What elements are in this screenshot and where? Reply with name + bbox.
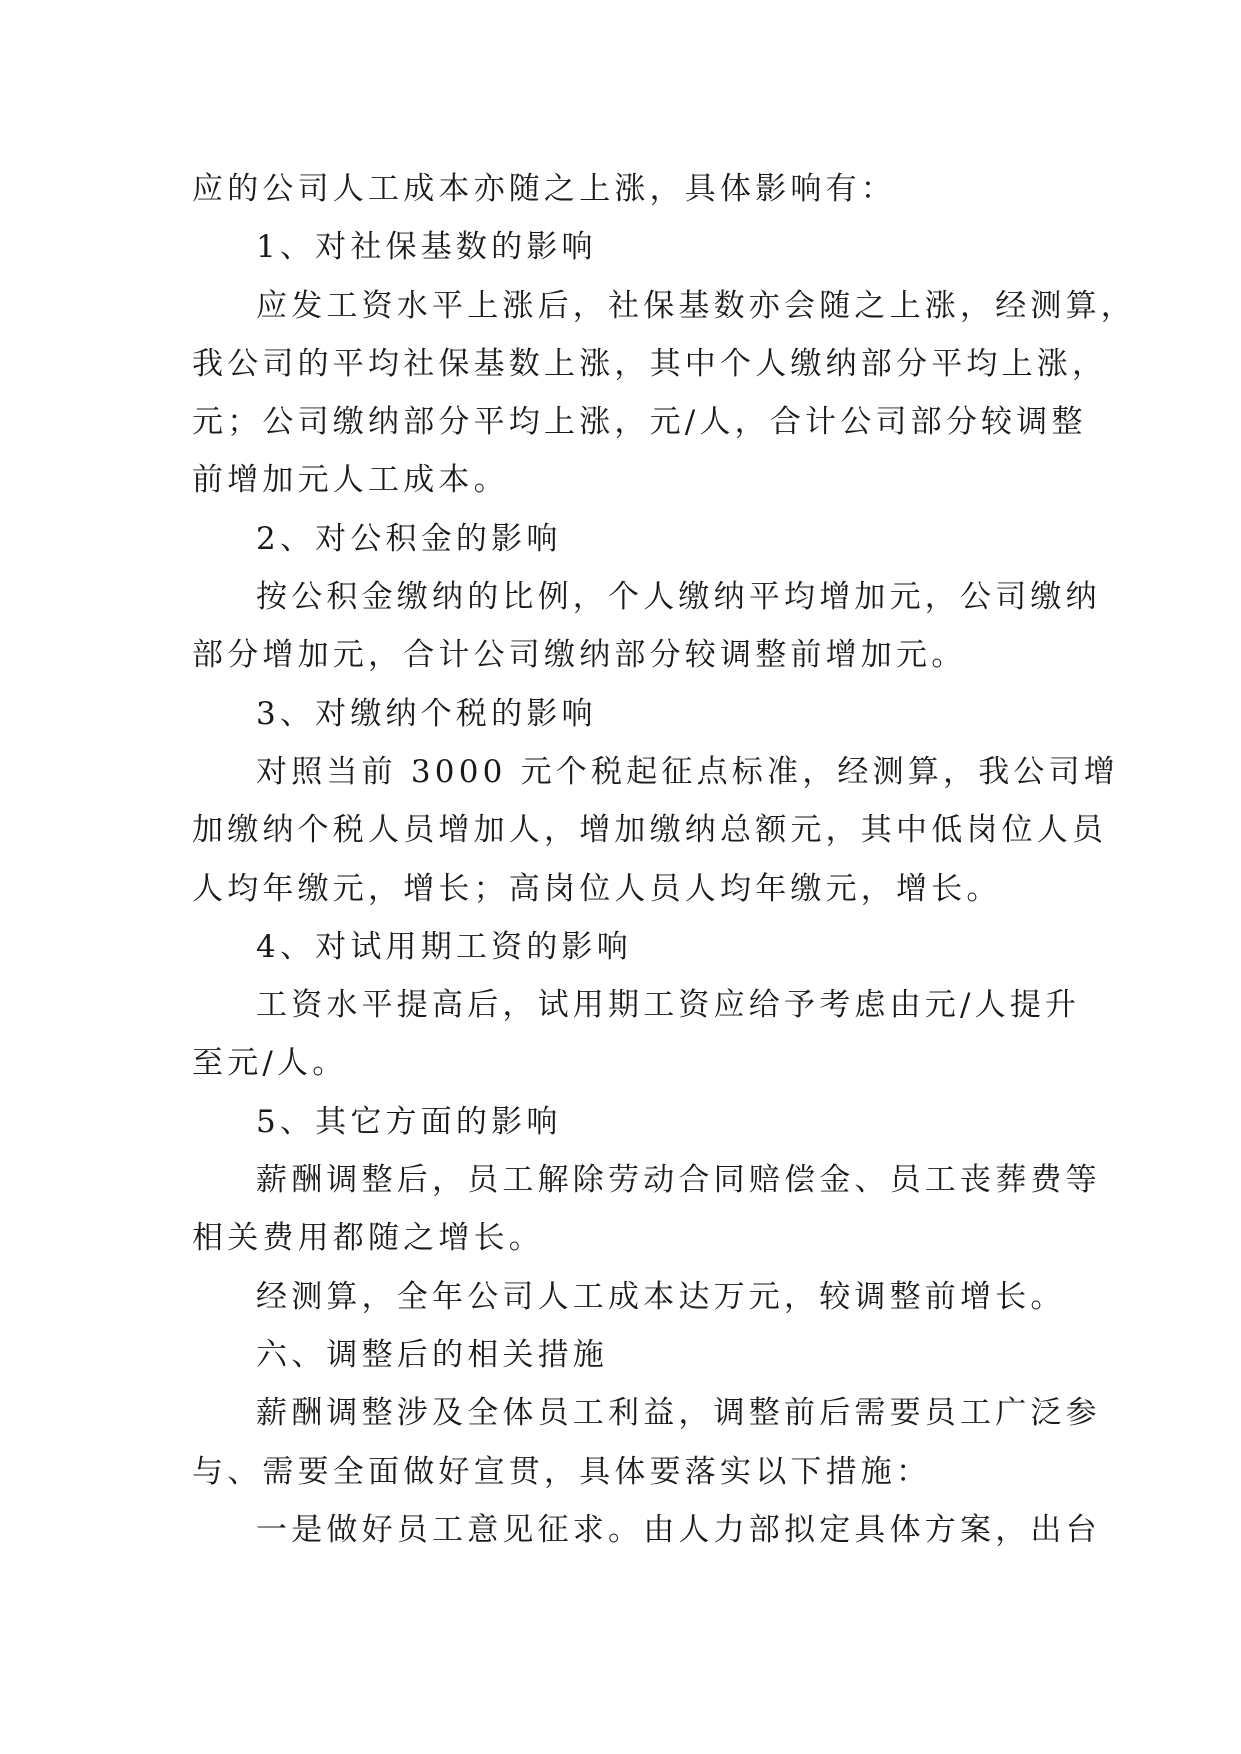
text-line: 至元/人。 [192, 1045, 348, 1082]
text-line: 前增加元人工成本。 [192, 462, 509, 499]
text-line: 按公积金缴纳的比例，个人缴纳平均增加元，公司缴纳 [256, 579, 1101, 616]
text-line: 经测算，全年公司人工成本达万元，较调整前增长。 [256, 1278, 1066, 1315]
text-line: 一是做好员工意见征求。由人力部拟定具体方案，出台 [256, 1511, 1101, 1548]
text-line: 3、对缴纳个税的影响 [256, 695, 597, 732]
text-line: 我公司的平均社保基数上涨，其中个人缴纳部分平均上涨， [192, 345, 1108, 382]
text-line: 部分增加元，合计公司缴纳部分较调整前增加元。 [192, 637, 967, 674]
text-line: 人均年缴元，增长；高岗位人员人均年缴元，增长。 [192, 870, 1002, 907]
text-line: 与、需要全面做好宣贯，具体要落实以下措施： [192, 1453, 932, 1490]
text-line: 加缴纳个税人员增加人，增加缴纳总额元，其中低岗位人员 [192, 812, 1108, 849]
text-line: 5、其它方面的影响 [256, 1103, 562, 1140]
text-line: 应发工资水平上涨后，社保基数亦会随之上涨，经测算， [256, 287, 1136, 324]
text-line: 对照当前 3000 元个税起征点标准，经测算，我公司增 [256, 753, 1119, 790]
text-line: 元；公司缴纳部分平均上涨，元/人，合计公司部分较调整 [192, 404, 1087, 441]
text-line: 应的公司人工成本亦随之上涨，具体影响有： [192, 171, 896, 207]
document-body [192, 160, 1136, 1559]
text-line: 薪酬调整涉及全体员工利益，调整前后需要员工广泛参 [256, 1395, 1101, 1432]
text-line: 4、对试用期工资的影响 [256, 928, 632, 965]
text-line: 1、对社保基数的影响 [256, 229, 597, 266]
text-line: 薪酬调整后，员工解除劳动合同赔偿金、员工丧葬费等 [256, 1162, 1101, 1199]
text-line: 2、对公积金的影响 [256, 520, 562, 557]
text-line: 工资水平提高后，试用期工资应给予考虑由元/人提升 [256, 987, 1081, 1024]
text-line: 六、调整后的相关措施 [256, 1336, 608, 1373]
text-line: 相关费用都随之增长。 [192, 1220, 544, 1257]
